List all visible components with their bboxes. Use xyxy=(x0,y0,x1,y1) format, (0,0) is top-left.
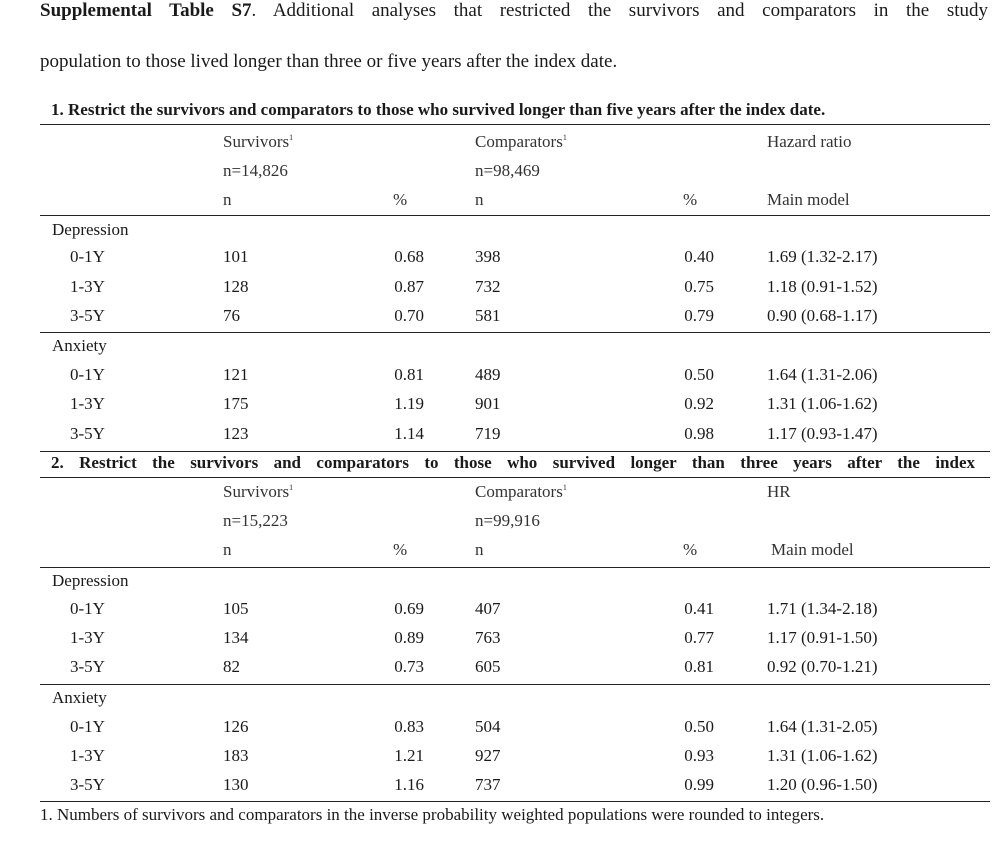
group-rule xyxy=(40,332,990,333)
comparators-n-cell: 737 xyxy=(475,775,501,794)
period-cell: 1-3Y xyxy=(70,628,105,647)
section-2-header-row-1 xyxy=(0,481,1000,503)
period-cell: 3-5Y xyxy=(70,424,105,443)
main-model-header: Main model xyxy=(767,190,850,209)
hazard-ratio-header: HR xyxy=(767,482,791,501)
comparators-pct-cell: 0.41 xyxy=(684,599,714,618)
section-2-bottom-rule xyxy=(40,801,990,802)
survivors-pct-cell: 1.14 xyxy=(394,424,424,443)
survivors-n-cell: 126 xyxy=(223,717,249,736)
period-cell: 3-5Y xyxy=(70,306,105,325)
table-caption-line-1 xyxy=(40,0,988,22)
period-cell: 0-1Y xyxy=(70,599,105,618)
hazard-ratio-cell: 1.64 (1.31-2.06) xyxy=(767,365,878,384)
period-cell: 1-3Y xyxy=(70,746,105,765)
survivors-pct-cell: 1.21 xyxy=(394,746,424,765)
section-1-title: 1. Restrict the survivors and comparators to those who survived longer than five years after the index date. xyxy=(51,100,826,119)
group-label-anxiety: Anxiety xyxy=(52,336,107,355)
comparators-n-cell: 407 xyxy=(475,599,501,618)
comparators-n-cell: 732 xyxy=(475,277,501,296)
comparators-pct-cell: 0.92 xyxy=(684,394,714,413)
comparators-n-header: n xyxy=(475,190,484,209)
survivors-n-header: n xyxy=(223,540,232,559)
survivors-pct-cell: 0.83 xyxy=(394,717,424,736)
survivors-pct-cell: 0.73 xyxy=(394,657,424,676)
survivors-n-cell: 183 xyxy=(223,746,249,765)
section-2-title: 2. Restrict the survivors and comparators to those who survived longer than three years after the index xyxy=(51,453,975,472)
comparators-n-cell: 901 xyxy=(475,394,501,413)
comparators-n-header: n xyxy=(475,540,484,559)
comparators-n-cell: 581 xyxy=(475,306,501,325)
table-row xyxy=(0,246,1000,268)
survivors-n-cell: 105 xyxy=(223,599,249,618)
comparators-pct-cell: 0.75 xyxy=(684,277,714,296)
survivors-n-cell: 130 xyxy=(223,775,249,794)
period-cell: 3-5Y xyxy=(70,775,105,794)
comparators-pct-cell: 0.77 xyxy=(684,628,714,647)
section-1-header-rule xyxy=(40,215,990,216)
survivors-n-cell: 82 xyxy=(223,657,240,676)
comparators-pct-cell: 0.40 xyxy=(684,247,714,266)
period-cell: 1-3Y xyxy=(70,277,105,296)
comparators-pct-cell: 0.99 xyxy=(684,775,714,794)
group-label xyxy=(0,687,1000,709)
table-caption-line-2: population to those lived longer than three or five years after the index date. xyxy=(40,51,618,72)
section-1-header-row-1 xyxy=(0,131,1000,153)
table-row xyxy=(0,716,1000,738)
survivors-n-cell: 101 xyxy=(223,247,249,266)
hazard-ratio-cell: 1.71 (1.34-2.18) xyxy=(767,599,878,618)
hazard-ratio-header: Hazard ratio xyxy=(767,132,852,151)
survivors-n-cell: 128 xyxy=(223,277,249,296)
table-row xyxy=(0,364,1000,386)
survivors-n-cell: 76 xyxy=(223,306,240,325)
comparators-n-cell: 927 xyxy=(475,746,501,765)
comparators-header: Comparators$^1$ xyxy=(475,132,567,151)
table-row xyxy=(0,305,1000,327)
section-2-header-row-2 xyxy=(0,510,1000,532)
survivors-pct-cell: 0.89 xyxy=(394,628,424,647)
group-rule xyxy=(40,684,990,685)
survivors-pct-header: % xyxy=(393,540,408,559)
survivors-n-cell: 175 xyxy=(223,394,249,413)
survivors-header: Survivors$^1$ xyxy=(223,132,294,151)
survivors-count: n=15,223 xyxy=(223,511,288,530)
survivors-pct-header: % xyxy=(393,190,408,209)
comparators-n-cell: 719 xyxy=(475,424,501,443)
section-1-header-row-2 xyxy=(0,160,1000,182)
hazard-ratio-cell: 1.17 (0.93-1.47) xyxy=(767,424,878,443)
survivors-n-cell: 121 xyxy=(223,365,249,384)
survivors-n-cell: 123 xyxy=(223,424,249,443)
comparators-n-cell: 763 xyxy=(475,628,501,647)
comparators-pct-cell: 0.98 xyxy=(684,424,714,443)
section-2-header-row-3 xyxy=(0,539,1000,561)
hazard-ratio-cell: 1.31 (1.06-1.62) xyxy=(767,394,878,413)
survivors-count: n=14,826 xyxy=(223,161,288,180)
table-row xyxy=(0,774,1000,796)
comparators-pct-cell: 0.50 xyxy=(684,365,714,384)
table-caption-label: Supplemental Table S7 xyxy=(40,0,252,21)
section-1-top-rule xyxy=(40,124,990,125)
group-label xyxy=(0,335,1000,357)
survivors-pct-cell: 1.19 xyxy=(394,394,424,413)
survivors-pct-cell: 0.68 xyxy=(394,247,424,266)
comparators-count: n=98,469 xyxy=(475,161,540,180)
table-caption-text: . Additional analyses that restricted the survivors and comparators in the study xyxy=(251,0,988,21)
hazard-ratio-cell: 1.31 (1.06-1.62) xyxy=(767,746,878,765)
comparators-pct-header: % xyxy=(683,540,698,559)
table-row xyxy=(0,745,1000,767)
table-row xyxy=(0,276,1000,298)
comparators-n-cell: 489 xyxy=(475,365,501,384)
table-row xyxy=(0,598,1000,620)
period-cell: 1-3Y xyxy=(70,394,105,413)
hazard-ratio-cell: 0.92 (0.70-1.21) xyxy=(767,657,878,676)
group-label-depression: Depression xyxy=(52,220,129,239)
hazard-ratio-cell: 0.90 (0.68-1.17) xyxy=(767,306,878,325)
survivors-n-cell: 134 xyxy=(223,628,249,647)
main-model-header: Main model xyxy=(771,540,854,559)
survivors-pct-cell: 0.87 xyxy=(394,277,424,296)
comparators-count: n=99,916 xyxy=(475,511,540,530)
hazard-ratio-cell: 1.18 (0.91-1.52) xyxy=(767,277,878,296)
group-label xyxy=(0,219,1000,241)
comparators-n-cell: 398 xyxy=(475,247,501,266)
period-cell: 0-1Y xyxy=(70,717,105,736)
comparators-pct-header: % xyxy=(683,190,698,209)
hazard-ratio-cell: 1.69 (1.32-2.17) xyxy=(767,247,878,266)
hazard-ratio-cell: 1.17 (0.91-1.50) xyxy=(767,628,878,647)
comparators-n-cell: 605 xyxy=(475,657,501,676)
table-row xyxy=(0,627,1000,649)
comparators-pct-cell: 0.50 xyxy=(684,717,714,736)
survivors-pct-cell: 1.16 xyxy=(394,775,424,794)
period-cell: 0-1Y xyxy=(70,247,105,266)
group-label xyxy=(0,570,1000,592)
comparators-pct-cell: 0.93 xyxy=(684,746,714,765)
comparators-n-cell: 504 xyxy=(475,717,501,736)
survivors-n-header: n xyxy=(223,190,232,209)
comparators-pct-cell: 0.79 xyxy=(684,306,714,325)
section-2-header-rule xyxy=(40,567,990,568)
table-row xyxy=(0,393,1000,415)
survivors-header: Survivors$^1$ xyxy=(223,482,294,501)
section-1-bottom-rule xyxy=(40,451,990,452)
survivors-pct-cell: 0.81 xyxy=(394,365,424,384)
group-label-anxiety: Anxiety xyxy=(52,688,107,707)
hazard-ratio-cell: 1.64 (1.31-2.05) xyxy=(767,717,878,736)
section-2-top-rule xyxy=(40,477,990,478)
period-cell: 3-5Y xyxy=(70,657,105,676)
section-1-header-row-3 xyxy=(0,189,1000,211)
comparators-pct-cell: 0.81 xyxy=(684,657,714,676)
hazard-ratio-cell: 1.20 (0.96-1.50) xyxy=(767,775,878,794)
table-footnote: 1. Numbers of survivors and comparators in the inverse probability weighted populations were rounded to integers. xyxy=(40,805,825,824)
survivors-pct-cell: 0.69 xyxy=(394,599,424,618)
table-row xyxy=(0,423,1000,445)
table-row xyxy=(0,656,1000,678)
group-label-depression: Depression xyxy=(52,571,129,590)
comparators-header: Comparators$^1$ xyxy=(475,482,567,501)
period-cell: 0-1Y xyxy=(70,365,105,384)
survivors-pct-cell: 0.70 xyxy=(394,306,424,325)
